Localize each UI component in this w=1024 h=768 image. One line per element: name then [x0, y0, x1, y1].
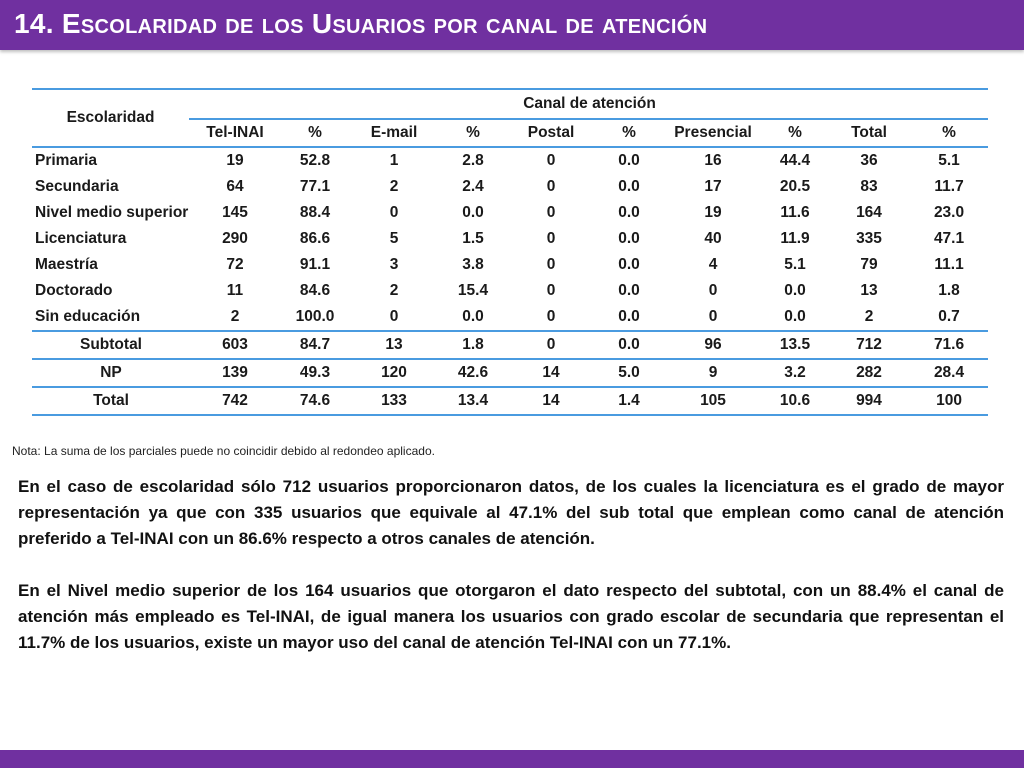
- row-label: Licenciatura: [35, 230, 127, 247]
- paragraph-1: En el caso de escolaridad sólo 712 usuarios proporcionaron datos, de los cuales la licenciatura es el grado de mayor representación ya que con 335 usuarios que equivale al 47.1% del sub total que emplean como canal de atención preferido a Tel-INAI con un 86.6% respecto a otros canales de atención.: [18, 477, 1004, 548]
- table-cell: 91.1: [299, 256, 331, 273]
- table-cell: 0.0: [462, 204, 484, 221]
- table-cell: 23.0: [933, 204, 965, 221]
- table-cell: 11.1: [934, 256, 964, 273]
- summary-row: [32, 359, 988, 387]
- table-cell: 1: [389, 152, 399, 169]
- table-cell: 335: [856, 230, 882, 247]
- table-cell: 11.7: [934, 178, 964, 195]
- table-cell: 145: [222, 204, 248, 221]
- table-cell: 13: [860, 282, 878, 299]
- summary-cell: 994: [828, 387, 910, 415]
- summary-cell: 10.6: [762, 387, 828, 415]
- table-cell: 0.0: [438, 304, 508, 331]
- table-cell: 20.5: [779, 178, 811, 195]
- table-cell: 19: [226, 152, 244, 169]
- table-row: [32, 278, 988, 304]
- table-cell: 1.8: [938, 282, 960, 299]
- row-label: Sin educación: [32, 304, 190, 331]
- title-bar: [0, 0, 1024, 50]
- paragraph-2: En el Nivel medio superior de los 164 usuarios que otorgaron el dato respecto del subtotal, con un 88.4% el canal de atención más empleado es Tel-INAI, de igual manera los usuarios con grado escolar de secundaria que representan el 11.7% de los usuarios, existe un mayor uso del canal de atención Tel-INAI con un 77.1%.: [18, 581, 1004, 652]
- table-cell: 0: [546, 152, 556, 169]
- summary-row: [32, 331, 988, 359]
- summary-cell: 9: [664, 359, 762, 387]
- summary-row: [32, 387, 988, 415]
- canal-header: Canal de atención: [190, 89, 988, 119]
- summary-cell: 742: [190, 387, 280, 415]
- table-cell: 290: [222, 230, 248, 247]
- table-cell: 88.4: [299, 204, 331, 221]
- escolaridad-header: Escolaridad: [32, 89, 190, 147]
- table-cell: 5.1: [938, 152, 960, 169]
- table-cell: 84.6: [299, 282, 331, 299]
- column-header: Postal: [508, 119, 594, 147]
- table-note: Nota: La suma de los parciales puede no coincidir debido al redondeo aplicado.: [12, 444, 435, 458]
- summary-cell: 14: [508, 387, 594, 415]
- table-cell: 0: [546, 230, 556, 247]
- table-cell: 0.0: [618, 256, 640, 273]
- table-cell: 0.0: [618, 282, 640, 299]
- summary-cell: 712: [828, 331, 910, 359]
- table-cell: 5.1: [784, 256, 806, 273]
- table-cell: 72: [226, 256, 244, 273]
- table-cell: 0: [546, 178, 556, 195]
- summary-cell: 13.4: [438, 387, 508, 415]
- table-cell: 17: [704, 178, 722, 195]
- table-body: [32, 147, 988, 331]
- column-header: %: [438, 119, 508, 147]
- summary-cell: 0: [508, 331, 594, 359]
- table-cell: 40: [704, 230, 722, 247]
- table-summary: [32, 331, 988, 415]
- column-header: %: [594, 119, 664, 147]
- table-cell: 0: [508, 304, 594, 331]
- table-cell: 0: [350, 304, 438, 331]
- summary-cell: 42.6: [438, 359, 508, 387]
- table-cell: 2.4: [462, 178, 484, 195]
- table-cell: 19: [704, 204, 722, 221]
- summary-label: NP: [32, 359, 190, 387]
- column-header: Tel-INAI: [190, 119, 280, 147]
- table-row: [32, 200, 988, 226]
- summary-cell: 282: [828, 359, 910, 387]
- summary-label: Subtotal: [32, 331, 190, 359]
- escolaridad-table: [32, 88, 988, 416]
- table-cell: 0: [546, 256, 556, 273]
- table-cell: 11.6: [780, 204, 810, 221]
- table-cell: 0.7: [910, 304, 988, 331]
- column-header: Presencial: [664, 119, 762, 147]
- table-row: [32, 304, 988, 331]
- table-cell: 1.5: [462, 230, 484, 247]
- table-cell: 86.6: [299, 230, 331, 247]
- table-cell: 47.1: [933, 230, 965, 247]
- summary-cell: 133: [350, 387, 438, 415]
- summary-cell: 49.3: [280, 359, 350, 387]
- table-cell: 0: [389, 204, 399, 221]
- column-header: %: [910, 119, 988, 147]
- table-cell: 0.0: [594, 304, 664, 331]
- summary-cell: 13.5: [762, 331, 828, 359]
- escolaridad-table-container: [32, 88, 988, 416]
- column-header: %: [762, 119, 828, 147]
- table-cell: 0: [708, 282, 718, 299]
- summary-label: Total: [32, 387, 190, 415]
- summary-cell: 0.0: [594, 331, 664, 359]
- table-cell: 3: [389, 256, 399, 273]
- table-cell: 164: [856, 204, 882, 221]
- summary-cell: 1.8: [438, 331, 508, 359]
- table-cell: 2: [190, 304, 280, 331]
- table-row: [32, 147, 988, 174]
- table-row: [32, 174, 988, 200]
- table-cell: 3.8: [462, 256, 484, 273]
- table-cell: 0.0: [618, 230, 640, 247]
- summary-cell: 139: [190, 359, 280, 387]
- summary-cell: 3.2: [762, 359, 828, 387]
- summary-cell: 13: [350, 331, 438, 359]
- table-cell: 2.8: [462, 152, 484, 169]
- table-cell: 4: [708, 256, 718, 273]
- row-label: Secundaria: [35, 178, 119, 195]
- summary-cell: 100: [910, 387, 988, 415]
- summary-cell: 84.7: [280, 331, 350, 359]
- table-cell: 100.0: [280, 304, 350, 331]
- table-cell: 11: [226, 282, 244, 299]
- table-cell: 2: [389, 178, 399, 195]
- table-cell: 11.9: [780, 230, 810, 247]
- table-cell: 16: [704, 152, 722, 169]
- summary-cell: 71.6: [910, 331, 988, 359]
- summary-cell: 96: [664, 331, 762, 359]
- table-cell: 64: [226, 178, 244, 195]
- table-cell: 77.1: [299, 178, 331, 195]
- table-cell: 15.4: [457, 282, 489, 299]
- row-label: Primaria: [35, 152, 98, 169]
- table-cell: 0.0: [618, 152, 640, 169]
- summary-cell: 74.6: [280, 387, 350, 415]
- table-cell: 0.0: [618, 204, 640, 221]
- summary-cell: 28.4: [910, 359, 988, 387]
- table-row: [32, 226, 988, 252]
- table-cell: 0: [546, 204, 556, 221]
- bottom-bar: [0, 750, 1024, 768]
- row-label: Maestría: [35, 256, 98, 273]
- table-cell: 5: [389, 230, 399, 247]
- table-cell: 0: [546, 282, 556, 299]
- table-cell: 0.0: [784, 282, 806, 299]
- table-cell: 83: [860, 178, 878, 195]
- column-header: %: [280, 119, 350, 147]
- table-cell: 2: [828, 304, 910, 331]
- summary-cell: 105: [664, 387, 762, 415]
- summary-cell: 14: [508, 359, 594, 387]
- table-cell: 0.0: [762, 304, 828, 331]
- table-cell: 0.0: [618, 178, 640, 195]
- row-label: Nivel medio superior: [35, 204, 189, 221]
- summary-cell: 5.0: [594, 359, 664, 387]
- summary-cell: 603: [190, 331, 280, 359]
- column-header: E-mail: [350, 119, 438, 147]
- table-cell: 52.8: [299, 152, 331, 169]
- table-row: [32, 252, 988, 278]
- table-cell: 44.4: [779, 152, 811, 169]
- table-cell: 79: [860, 256, 878, 273]
- summary-cell: 1.4: [594, 387, 664, 415]
- summary-cell: 120: [350, 359, 438, 387]
- table-cell: 0: [664, 304, 762, 331]
- row-label: Doctorado: [35, 282, 113, 299]
- column-header: Total: [828, 119, 910, 147]
- table-cell: 2: [389, 282, 399, 299]
- table-cell: 36: [860, 152, 878, 169]
- page-title: 14. Escolaridad de los Usuarios por canal de atención: [14, 8, 708, 39]
